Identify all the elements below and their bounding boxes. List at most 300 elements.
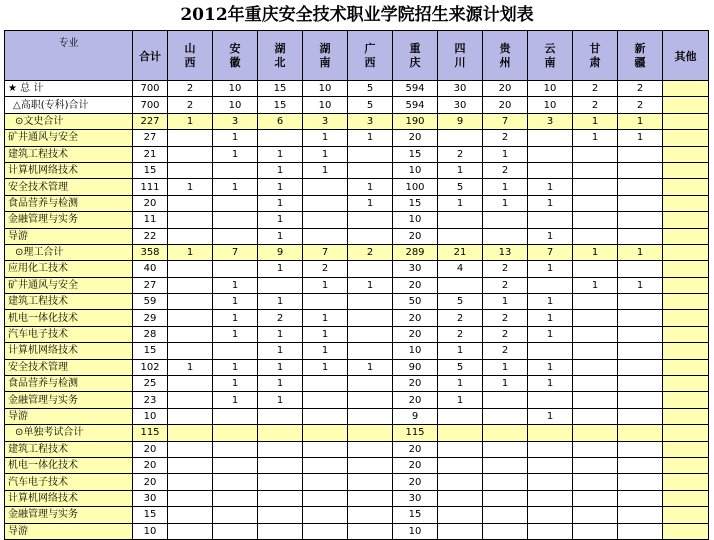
value-cell: 9 bbox=[258, 244, 303, 260]
value-cell bbox=[618, 326, 663, 342]
total-cell: 25 bbox=[133, 376, 168, 392]
value-cell bbox=[573, 261, 618, 277]
value-cell bbox=[573, 376, 618, 392]
other-cell bbox=[663, 408, 709, 424]
value-cell: 1 bbox=[258, 212, 303, 228]
value-cell: 2 bbox=[438, 146, 483, 162]
value-cell bbox=[303, 392, 348, 408]
value-cell bbox=[348, 326, 393, 342]
value-cell: 1 bbox=[573, 277, 618, 293]
value-cell bbox=[528, 425, 573, 441]
value-cell: 3 bbox=[303, 113, 348, 129]
value-cell bbox=[618, 162, 663, 178]
enrollment-plan-table bbox=[4, 30, 709, 540]
value-cell bbox=[213, 162, 258, 178]
value-cell: 1 bbox=[528, 261, 573, 277]
other-cell bbox=[663, 130, 709, 146]
value-cell bbox=[528, 457, 573, 473]
row-label-cell: 矿井通风与安全 bbox=[5, 130, 133, 146]
value-cell bbox=[618, 457, 663, 473]
value-cell bbox=[303, 228, 348, 244]
other-cell bbox=[663, 441, 709, 457]
table-row bbox=[5, 343, 709, 359]
value-cell bbox=[348, 376, 393, 392]
value-cell: 10 bbox=[393, 162, 438, 178]
value-cell bbox=[573, 490, 618, 506]
value-cell bbox=[483, 392, 528, 408]
value-cell bbox=[168, 474, 213, 490]
value-cell bbox=[618, 228, 663, 244]
value-cell: 10 bbox=[393, 212, 438, 228]
row-label-cell: 金融管理与实务 bbox=[5, 212, 133, 228]
value-cell: 2 bbox=[618, 81, 663, 97]
value-cell bbox=[168, 228, 213, 244]
value-cell bbox=[618, 441, 663, 457]
value-cell: 2 bbox=[483, 310, 528, 326]
value-cell: 2 bbox=[618, 97, 663, 113]
value-cell bbox=[438, 457, 483, 473]
value-cell: 5 bbox=[438, 179, 483, 195]
other-cell bbox=[663, 507, 709, 523]
value-cell bbox=[303, 507, 348, 523]
value-cell: 1 bbox=[438, 392, 483, 408]
total-cell: 20 bbox=[133, 474, 168, 490]
value-cell bbox=[573, 310, 618, 326]
value-cell bbox=[348, 261, 393, 277]
value-cell: 30 bbox=[393, 490, 438, 506]
value-cell bbox=[303, 179, 348, 195]
value-cell: 2 bbox=[258, 310, 303, 326]
table-row bbox=[5, 261, 709, 277]
table-row bbox=[5, 179, 709, 195]
value-cell: 10 bbox=[393, 343, 438, 359]
value-cell: 20 bbox=[393, 277, 438, 293]
value-cell: 1 bbox=[483, 179, 528, 195]
other-cell bbox=[663, 392, 709, 408]
value-cell: 1 bbox=[573, 130, 618, 146]
value-cell bbox=[348, 523, 393, 539]
total-cell: 700 bbox=[133, 81, 168, 97]
value-cell: 20 bbox=[393, 474, 438, 490]
value-cell: 2 bbox=[168, 81, 213, 97]
value-cell bbox=[528, 130, 573, 146]
value-cell: 1 bbox=[168, 113, 213, 129]
table-row bbox=[5, 376, 709, 392]
value-cell bbox=[618, 474, 663, 490]
total-cell: 27 bbox=[133, 277, 168, 293]
value-cell: 90 bbox=[393, 359, 438, 375]
value-cell: 15 bbox=[393, 507, 438, 523]
value-cell bbox=[168, 523, 213, 539]
value-cell: 1 bbox=[213, 376, 258, 392]
value-cell: 1 bbox=[213, 359, 258, 375]
total-cell: 111 bbox=[133, 179, 168, 195]
column-header-sichuan: 四 川 bbox=[438, 31, 483, 81]
value-cell: 1 bbox=[618, 244, 663, 260]
value-cell bbox=[303, 441, 348, 457]
value-cell: 20 bbox=[393, 392, 438, 408]
value-cell bbox=[168, 162, 213, 178]
value-cell: 115 bbox=[393, 425, 438, 441]
value-cell bbox=[618, 212, 663, 228]
value-cell bbox=[618, 294, 663, 310]
value-cell: 20 bbox=[393, 376, 438, 392]
value-cell bbox=[573, 457, 618, 473]
value-cell bbox=[618, 179, 663, 195]
value-cell: 1 bbox=[528, 228, 573, 244]
value-cell: 20 bbox=[483, 97, 528, 113]
value-cell: 1 bbox=[348, 195, 393, 211]
value-cell: 5 bbox=[348, 97, 393, 113]
value-cell: 2 bbox=[483, 326, 528, 342]
value-cell bbox=[258, 130, 303, 146]
header-row bbox=[5, 31, 709, 81]
value-cell: 20 bbox=[393, 310, 438, 326]
table-row bbox=[5, 408, 709, 424]
value-cell bbox=[213, 523, 258, 539]
row-label-cell: 建筑工程技术 bbox=[5, 441, 133, 457]
value-cell bbox=[573, 392, 618, 408]
value-cell bbox=[438, 130, 483, 146]
total-cell: 15 bbox=[133, 507, 168, 523]
column-header-yunnan: 云 南 bbox=[528, 31, 573, 81]
other-cell bbox=[663, 425, 709, 441]
value-cell: 1 bbox=[213, 146, 258, 162]
value-cell: 10 bbox=[303, 81, 348, 97]
value-cell: 20 bbox=[393, 130, 438, 146]
value-cell bbox=[303, 408, 348, 424]
other-cell bbox=[663, 244, 709, 260]
column-header-xinjiang: 新 疆 bbox=[618, 31, 663, 81]
other-cell bbox=[663, 195, 709, 211]
table-row bbox=[5, 146, 709, 162]
value-cell: 2 bbox=[573, 81, 618, 97]
total-cell: 29 bbox=[133, 310, 168, 326]
value-cell bbox=[528, 392, 573, 408]
row-label-cell: 食品营养与检测 bbox=[5, 195, 133, 211]
value-cell bbox=[483, 457, 528, 473]
total-cell: 30 bbox=[133, 490, 168, 506]
total-cell: 20 bbox=[133, 195, 168, 211]
value-cell bbox=[213, 507, 258, 523]
value-cell: 1 bbox=[348, 130, 393, 146]
value-cell: 1 bbox=[258, 195, 303, 211]
total-cell: 59 bbox=[133, 294, 168, 310]
table-row bbox=[5, 294, 709, 310]
value-cell: 1 bbox=[258, 146, 303, 162]
value-cell: 3 bbox=[213, 113, 258, 129]
value-cell bbox=[168, 425, 213, 441]
total-cell: 15 bbox=[133, 162, 168, 178]
value-cell bbox=[618, 507, 663, 523]
value-cell: 1 bbox=[438, 162, 483, 178]
value-cell: 1 bbox=[303, 326, 348, 342]
value-cell: 1 bbox=[213, 326, 258, 342]
value-cell bbox=[168, 277, 213, 293]
value-cell: 1 bbox=[528, 310, 573, 326]
value-cell bbox=[213, 474, 258, 490]
value-cell: 100 bbox=[393, 179, 438, 195]
value-cell bbox=[573, 359, 618, 375]
table-row bbox=[5, 228, 709, 244]
value-cell bbox=[573, 441, 618, 457]
value-cell bbox=[483, 408, 528, 424]
row-label-cell: 计算机网络技术 bbox=[5, 490, 133, 506]
value-cell bbox=[348, 310, 393, 326]
row-label-cell: ⊙文史合计 bbox=[5, 113, 133, 129]
total-cell: 27 bbox=[133, 130, 168, 146]
other-cell bbox=[663, 162, 709, 178]
value-cell bbox=[303, 523, 348, 539]
value-cell bbox=[168, 294, 213, 310]
other-cell bbox=[663, 474, 709, 490]
value-cell bbox=[258, 425, 303, 441]
table-row bbox=[5, 310, 709, 326]
value-cell bbox=[303, 294, 348, 310]
value-cell bbox=[573, 326, 618, 342]
value-cell bbox=[258, 457, 303, 473]
column-header-chongqing: 重 庆 bbox=[393, 31, 438, 81]
value-cell bbox=[348, 162, 393, 178]
value-cell: 1 bbox=[258, 376, 303, 392]
other-cell bbox=[663, 343, 709, 359]
value-cell: 20 bbox=[393, 326, 438, 342]
row-label-cell: 食品营养与检测 bbox=[5, 376, 133, 392]
value-cell bbox=[213, 457, 258, 473]
value-cell: 1 bbox=[258, 179, 303, 195]
value-cell: 1 bbox=[258, 294, 303, 310]
total-cell: 115 bbox=[133, 425, 168, 441]
value-cell: 10 bbox=[213, 97, 258, 113]
row-label-cell: ⊙单独考试合计 bbox=[5, 425, 133, 441]
value-cell: 1 bbox=[528, 195, 573, 211]
value-cell bbox=[303, 425, 348, 441]
value-cell bbox=[303, 457, 348, 473]
total-cell: 21 bbox=[133, 146, 168, 162]
value-cell: 1 bbox=[483, 294, 528, 310]
table-row bbox=[5, 130, 709, 146]
value-cell bbox=[258, 441, 303, 457]
column-header-major: 专业 bbox=[5, 31, 133, 81]
value-cell bbox=[348, 212, 393, 228]
column-header-hubei: 湖 北 bbox=[258, 31, 303, 81]
value-cell bbox=[168, 310, 213, 326]
column-header-guizhou: 贵 州 bbox=[483, 31, 528, 81]
value-cell: 1 bbox=[348, 277, 393, 293]
value-cell bbox=[618, 261, 663, 277]
value-cell: 1 bbox=[348, 179, 393, 195]
value-cell: 1 bbox=[618, 130, 663, 146]
value-cell: 1 bbox=[573, 244, 618, 260]
value-cell: 1 bbox=[303, 310, 348, 326]
other-cell bbox=[663, 294, 709, 310]
other-cell bbox=[663, 113, 709, 129]
value-cell bbox=[573, 179, 618, 195]
row-label-cell: 金融管理与实务 bbox=[5, 392, 133, 408]
value-cell bbox=[213, 408, 258, 424]
value-cell bbox=[528, 490, 573, 506]
value-cell bbox=[258, 474, 303, 490]
value-cell: 1 bbox=[213, 310, 258, 326]
value-cell: 15 bbox=[258, 97, 303, 113]
value-cell: 7 bbox=[303, 244, 348, 260]
value-cell bbox=[303, 490, 348, 506]
value-cell: 1 bbox=[168, 359, 213, 375]
row-label-cell: 矿井通风与安全 bbox=[5, 277, 133, 293]
total-cell: 23 bbox=[133, 392, 168, 408]
table-row bbox=[5, 474, 709, 490]
row-label-cell: 金融管理与实务 bbox=[5, 507, 133, 523]
value-cell: 1 bbox=[438, 343, 483, 359]
summary-row bbox=[5, 244, 709, 260]
table-row bbox=[5, 212, 709, 228]
value-cell bbox=[528, 507, 573, 523]
summary-row bbox=[5, 425, 709, 441]
value-cell bbox=[438, 507, 483, 523]
row-label-cell: △高职(专科)合计 bbox=[5, 97, 133, 113]
value-cell: 1 bbox=[303, 162, 348, 178]
value-cell bbox=[168, 195, 213, 211]
value-cell bbox=[348, 408, 393, 424]
value-cell bbox=[168, 261, 213, 277]
summary-row bbox=[5, 113, 709, 129]
value-cell: 10 bbox=[528, 97, 573, 113]
value-cell bbox=[348, 343, 393, 359]
value-cell: 5 bbox=[438, 294, 483, 310]
other-cell bbox=[663, 490, 709, 506]
value-cell bbox=[168, 490, 213, 506]
value-cell bbox=[573, 408, 618, 424]
value-cell: 7 bbox=[213, 244, 258, 260]
total-cell: 10 bbox=[133, 408, 168, 424]
other-cell bbox=[663, 261, 709, 277]
value-cell bbox=[258, 408, 303, 424]
value-cell bbox=[258, 507, 303, 523]
value-cell: 15 bbox=[258, 81, 303, 97]
table-body bbox=[5, 81, 709, 540]
value-cell: 1 bbox=[438, 376, 483, 392]
value-cell: 15 bbox=[393, 195, 438, 211]
value-cell bbox=[528, 162, 573, 178]
table-row bbox=[5, 441, 709, 457]
column-header-other: 其他 bbox=[663, 31, 709, 81]
table-row bbox=[5, 277, 709, 293]
table-row bbox=[5, 392, 709, 408]
value-cell bbox=[528, 474, 573, 490]
value-cell: 9 bbox=[438, 113, 483, 129]
value-cell: 2 bbox=[168, 97, 213, 113]
value-cell bbox=[303, 376, 348, 392]
summary-row bbox=[5, 97, 709, 113]
table-row bbox=[5, 507, 709, 523]
total-cell: 10 bbox=[133, 523, 168, 539]
value-cell bbox=[348, 490, 393, 506]
row-label-cell: 机电一体化技术 bbox=[5, 310, 133, 326]
value-cell: 10 bbox=[528, 81, 573, 97]
value-cell: 1 bbox=[168, 179, 213, 195]
row-label-cell: 建筑工程技术 bbox=[5, 294, 133, 310]
value-cell bbox=[573, 425, 618, 441]
value-cell bbox=[438, 441, 483, 457]
value-cell bbox=[348, 425, 393, 441]
row-label-cell: 计算机网络技术 bbox=[5, 343, 133, 359]
value-cell bbox=[483, 212, 528, 228]
value-cell: 1 bbox=[483, 195, 528, 211]
value-cell bbox=[618, 392, 663, 408]
table-row bbox=[5, 326, 709, 342]
value-cell bbox=[618, 376, 663, 392]
value-cell bbox=[303, 212, 348, 228]
value-cell: 1 bbox=[303, 359, 348, 375]
value-cell bbox=[528, 523, 573, 539]
total-cell: 28 bbox=[133, 326, 168, 342]
value-cell bbox=[348, 441, 393, 457]
value-cell: 1 bbox=[303, 343, 348, 359]
other-cell bbox=[663, 97, 709, 113]
total-cell: 358 bbox=[133, 244, 168, 260]
column-header-anhui: 安 徽 bbox=[213, 31, 258, 81]
row-label-cell: ★ 总 计 bbox=[5, 81, 133, 97]
value-cell bbox=[168, 408, 213, 424]
value-cell: 5 bbox=[438, 359, 483, 375]
value-cell: 289 bbox=[393, 244, 438, 260]
value-cell: 50 bbox=[393, 294, 438, 310]
value-cell: 2 bbox=[303, 261, 348, 277]
row-label-cell: 安全技术管理 bbox=[5, 359, 133, 375]
row-label-cell: 建筑工程技术 bbox=[5, 146, 133, 162]
value-cell: 1 bbox=[258, 228, 303, 244]
value-cell: 2 bbox=[483, 277, 528, 293]
value-cell bbox=[438, 228, 483, 244]
value-cell bbox=[483, 425, 528, 441]
value-cell: 1 bbox=[258, 326, 303, 342]
table-row bbox=[5, 162, 709, 178]
row-label-cell: 汽车电子技术 bbox=[5, 326, 133, 342]
value-cell: 1 bbox=[573, 113, 618, 129]
value-cell bbox=[573, 294, 618, 310]
value-cell bbox=[483, 474, 528, 490]
other-cell bbox=[663, 457, 709, 473]
value-cell: 2 bbox=[483, 343, 528, 359]
value-cell bbox=[348, 146, 393, 162]
value-cell bbox=[348, 474, 393, 490]
value-cell: 20 bbox=[393, 228, 438, 244]
value-cell: 2 bbox=[438, 310, 483, 326]
other-cell bbox=[663, 326, 709, 342]
value-cell bbox=[528, 343, 573, 359]
value-cell: 1 bbox=[438, 195, 483, 211]
value-cell: 1 bbox=[168, 244, 213, 260]
value-cell: 1 bbox=[213, 179, 258, 195]
value-cell bbox=[213, 195, 258, 211]
value-cell: 4 bbox=[438, 261, 483, 277]
value-cell: 2 bbox=[573, 97, 618, 113]
value-cell: 594 bbox=[393, 81, 438, 97]
value-cell bbox=[168, 212, 213, 228]
value-cell bbox=[438, 277, 483, 293]
column-header-gansu: 甘 肃 bbox=[573, 31, 618, 81]
value-cell: 594 bbox=[393, 97, 438, 113]
value-cell: 2 bbox=[438, 326, 483, 342]
value-cell bbox=[348, 228, 393, 244]
value-cell bbox=[483, 228, 528, 244]
value-cell: 30 bbox=[393, 261, 438, 277]
value-cell bbox=[483, 523, 528, 539]
table-row bbox=[5, 523, 709, 539]
row-label-cell: 机电一体化技术 bbox=[5, 457, 133, 473]
value-cell bbox=[303, 474, 348, 490]
total-cell: 20 bbox=[133, 441, 168, 457]
